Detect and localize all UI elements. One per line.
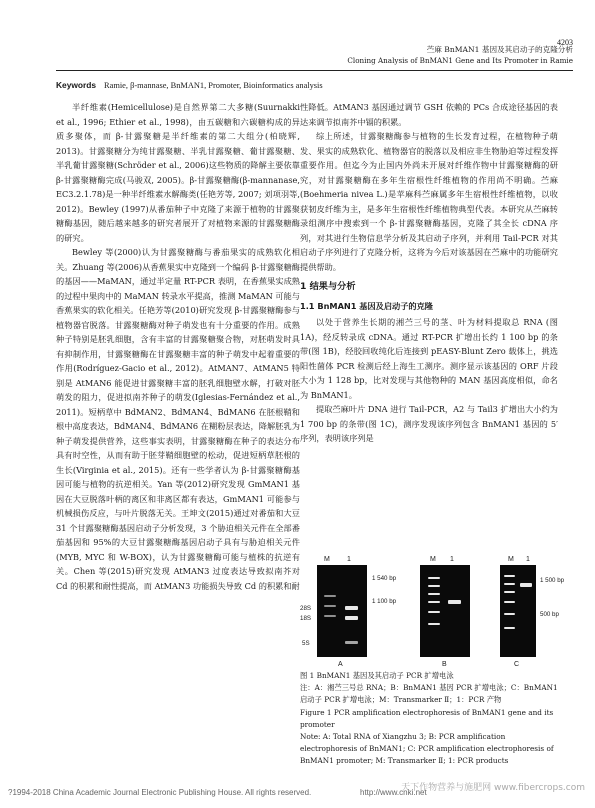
right-paragraph: 综上所述，甘露聚糖酶参与植物的生长发育过程，在植物种子萌发、果实的成熟软化、植物器官的脱落以及相应非生物胁迫等过程发挥重要作用。但迄今为止国内外尚未开展对纤维作物中甘露聚糖酶的研究，对甘露聚糖酶在多年生宿根性纤维植物的作用尚不明确。苎麻(Boehmeria nivea L.)是苹麻科苎麻属多年生宿根性纤维植物，以收获韧皮纤维为主，是多年生宿根性纤维植物典型代表。本研究从苎麻转录组测序中搜索到一个 β-甘露聚糖酶基因，克隆了其全长 cDNA 序列，对其进行生物信息学分析及其启动子序列，并利用 Tail-PCR 对其启动子序列进行了克隆分析，这将为今后对该基因在苎麻中的功能研究提供帮助。 (300, 131, 558, 272)
right-column (300, 100, 558, 446)
lane-label: 1 (450, 556, 454, 563)
gel-image-a (317, 565, 367, 657)
left-paragraph: 半纤维素(Hemicellulose)是自然界第二大多糖(Suurnakki et al., 1996; Ethier et al., 1998)，由五碳糖和六碳糖构成的异质多聚体，而 β-甘露聚糖是半纤维素的第二大组分(柏晓辉, 2013)。甘露聚糖分为纯甘露聚糖、半乳甘露聚糖、葡甘露聚糖、半乳葡甘露聚糖(Schröder et al., 2006)这些物质的降解主要依靠 β-甘露聚糖酶完成(马骏双, 2005)。β-甘露聚糖酶(β-mannanase, EC3.2.1.78)是一种半纤维素水解酶类(任艳芳等, 2007; 刘项羽等, 2012)。Bewley (1997)从番茄种子中克隆了来源于植物的甘露聚糖酶基因，随后越来越多的研究者展开了对植物来源的甘露聚糖酶的研究。 (56, 102, 300, 243)
lane-label: M (324, 556, 330, 563)
running-header (347, 44, 573, 66)
marker-label: 5S (302, 640, 310, 647)
header-title-cn: 苎麻 BnMAN1 基因及其启动子的克隆分析 (426, 45, 573, 54)
left-column (56, 100, 300, 593)
panel-label: B (442, 661, 447, 668)
lane-label: 1 (526, 556, 530, 563)
marker-label: 1 500 bp (540, 577, 565, 584)
right-paragraph: 以处于营养生长期的湘苎三号的茎、叶为材料提取总 RNA (图 1A)，经反转录成 cDNA。通过 RT-PCR 扩增出长约 1 100 bp 的条带(图 1B)，经胶回收纯化后连接到 pEASY-Blunt Zero 载体上，挑选阳性菌体 PCR 检测后经上海生工测序。测序显示该基因的 ORF 片段大小为 1 128 bp，比对发现与其他物种的 MAN 基因高度相似，命名为 BnMAN1。 (300, 317, 558, 400)
keywords-text: Ramie, β-mannase, BnMAN1, Promoter, Bioinformatics analysis (104, 81, 323, 90)
lane-label: M (508, 556, 514, 563)
marker-label: 500 bp (540, 611, 559, 618)
gel-image-b (420, 565, 470, 657)
watermark: 天下作物营养与施肥网 www.fibercrops.com (401, 783, 585, 793)
caption-cn-note: 注：A：湘苎三号总 RNA；B：BnMAN1 基因 PCR 扩增电泳；C：BnMAN1 启动子 PCR 扩增电泳；M：Transmarker Ⅱ；1：PCR 产物 (300, 683, 558, 705)
figure-caption (300, 670, 562, 768)
section-heading: 1 结果与分析 (300, 281, 356, 292)
lane-label: M (430, 556, 436, 563)
marker-label: 18S (300, 615, 312, 622)
caption-cn-title: 图 1 BnMAN1 基因及其启动子 PCR 扩增电泳 (300, 671, 454, 680)
caption-en-note: Note: A: Total RNA of Xiangzhu 3; B: PCR amplification electrophoresis of BnMAN1; C: PCR amplification electrophoresis of BnMAN1 promoter; M: Transmarker Ⅱ; 1: PCR products (300, 732, 554, 766)
lane-label: 1 (347, 556, 351, 563)
page-number: 4203 (557, 38, 573, 47)
panel-label: A (338, 661, 343, 668)
footer-copyright: ?1994-2018 China Academic Journal Electronic Publishing House. All rights reserved. (8, 788, 312, 797)
keywords-label: Keywords (56, 80, 97, 90)
caption-en-title: Figure 1 PCR amplification electrophoresis of BnMAN1 gene and its promoter (300, 707, 554, 729)
subsection-heading: 1.1 BnMAN1 基因及启动子的克隆 (300, 300, 433, 311)
panel-label: C (514, 661, 520, 668)
marker-label: 1 100 bp (372, 598, 397, 605)
gel-image-c (500, 565, 536, 657)
left-paragraph: Bewley 等(2000)认为甘露聚糖酶与番茄果实的成熟软化相关。Zhuang 等(2006)从香蕉果实中克隆到一个编码 β-甘露聚糖酶的基因——MaMAN，通过半定量 RT-PCR 表明，在香蕉果实成熟的过程中果肉中的 MaMAN 转录水平提高，推测 MaMAN 可能与香蕉果实的软化相关。任艳芳等(2010)研究发现 β-甘露聚糖酶参与植物器官脱落。甘露聚糖酶对种子萌发也有十分重要的作用。成熟种子特别是胚乳细胞，含有丰富的甘露聚糖聚合物，对胚萌发时具有抑制作用，甘露聚糖酶在甘露聚糖丰富的种子萌发中起着重要的作用(Rodríguez-Gacio et al., 2012)。AtMAN7、AtMAN5 特别是 AtMAN6 能促进甘露聚糖丰富的胚乳细胞壁水解，打破对胚萌发的阻力，促进拟南芥种子的萌发(Iglesias-Fernández et al., 2011)。短柄草中 BdMAN2、BdMAN4、BdMAN6 在胚根鞘和根中高度表达，BdMAN4、BdMAN6 在糊粉层表达，降解胚乳为种子萌发提供营养，这些事实表明，甘露聚糖酶在种子的表达分布具有时空性，从而有助于胚芽鞘细胞壁的松动，促进短柄草胚根的生长(Virginia et al., 2015)。还有一些学者认为 β-甘露聚糖酶基因可能与植物的抗逆相关。Yan 等(2012)研究发现 GmMAN1 基因在大豆脱落叶柄的离区和非离区都有表达，GmMAN1 可能参与机械损伤反应，与叶片脱落无关。王坤文(2015)通过对番茄和大豆 31 个甘露聚糖酶基因启动子分析发现，3 个胁迫相关元件在全部番茄基因和 95%的大豆甘露聚糖酶基因启动子具有与胁迫相关元件(MYB, MYC 和 W-BOX)，认为甘露聚糖酶可能与植株的抗逆有关。Chen 等(2015)研究发现 AtMAN3 过度表达导致拟南芥对 Cd 的积累和耐性提高，而 AtMAN3 功能损失导致 Cd 的积累和耐 (56, 247, 300, 591)
header-title-en: Cloning Analysis of BnMAN1 Gene and Its Promoter in Ramie (347, 56, 573, 65)
right-paragraph: 提取苎麻叶片 DNA 进行 Tail-PCR，A2 与 Tail3 扩增出大小约为 1 700 bp 的条带(图 1C)，测序发现该序列包含 BnMAN1 基因的 5′ 序列，表明该序列是 (300, 404, 558, 443)
gel-figure (300, 556, 570, 668)
right-paragraph: 性降低。AtMAN3 基因通过调节 GSH 依赖的 PCs 合成途径基因的表达来调节拟南芥中镉的积累。 (300, 102, 558, 127)
marker-label: 1 540 bp (372, 575, 397, 582)
footer-url[interactable]: http://www.cnki.net (360, 788, 427, 797)
keywords-line (56, 80, 576, 90)
header-rule (56, 70, 573, 71)
marker-label: 28S (300, 605, 312, 612)
